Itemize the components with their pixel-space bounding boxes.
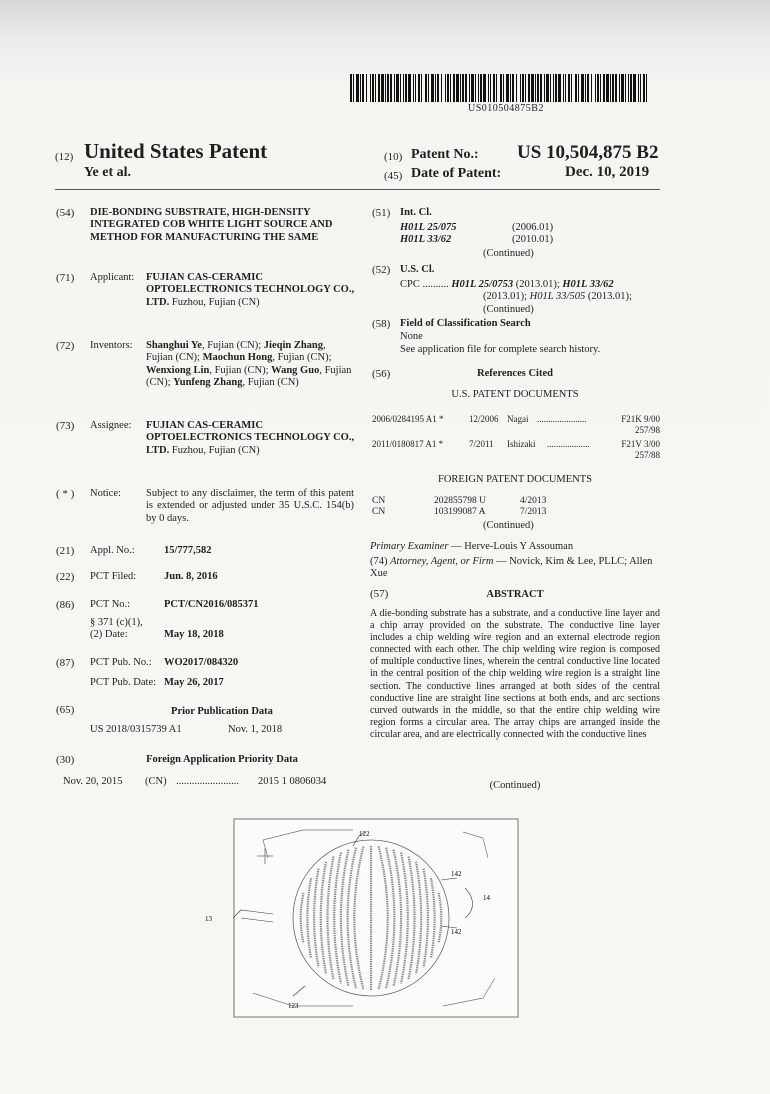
- date-of-patent: Dec. 10, 2019: [565, 164, 650, 180]
- foreign-priority-heading: Foreign Application Priority Data: [146, 754, 298, 765]
- priority-country: (CN): [145, 776, 167, 787]
- inventor-location: , Fujian (CN);: [146, 340, 326, 364]
- barcode-bar: [647, 74, 650, 102]
- assignee-name: FUJIAN CAS-CERAMIC OPTOELECTRONICS TECHNOLOGY CO., LTD.: [146, 420, 355, 456]
- cpc-version: (2013.01);: [513, 279, 563, 290]
- inventor-name: Maochun Hong: [202, 352, 273, 364]
- us-doc-date: 12/2006: [469, 414, 499, 424]
- applicant-name: FUJIAN CAS-CERAMIC OPTOELECTRONICS TECHNOLOGY CO., LTD.: [146, 272, 355, 308]
- int-cl-version: (2010.01): [512, 234, 554, 245]
- code-87: (87): [56, 657, 75, 669]
- assignee-value: [146, 420, 356, 457]
- priority-number: 2015 1 0806034: [258, 776, 327, 787]
- code-71: (71): [56, 272, 75, 284]
- us-doc-class-2: 257/98: [634, 424, 660, 435]
- us-doc-date: 7/2011: [469, 439, 494, 449]
- cpc-label: CPC ..........: [400, 279, 449, 290]
- code-86: (86): [56, 599, 75, 611]
- us-doc-row: [372, 439, 660, 460]
- int-cl-continued: (Continued): [483, 248, 534, 259]
- appl-no-label: Appl. No.:: [90, 545, 135, 556]
- pct-no-value: PCT/CN2016/085371: [164, 599, 259, 610]
- pct-no-label: PCT No.:: [90, 599, 131, 610]
- inventor-name: Jieqin Zhang: [263, 340, 324, 351]
- pct-filed-label: PCT Filed:: [90, 571, 137, 582]
- attorney: [370, 556, 660, 581]
- inventor-location: , Fujian (CN);: [272, 352, 332, 364]
- assignee-location: Fuzhou, Fujian (CN): [171, 444, 260, 456]
- s371-date-label: (2) Date:: [90, 629, 128, 640]
- code-30: (30): [56, 754, 75, 766]
- int-cl-label: Int. Cl.: [400, 207, 432, 218]
- appl-no-value: 15/777,582: [164, 545, 212, 556]
- patent-no-label: Patent No.:: [411, 147, 479, 162]
- cpc-version: (2013.01);: [585, 291, 632, 302]
- us-docs-heading: U.S. PATENT DOCUMENTS: [451, 389, 579, 400]
- pct-pub-no-value: WO2017/084320: [164, 657, 239, 668]
- inventors-label: Inventors:: [90, 340, 133, 351]
- field-search-label: Field of Classification Search: [400, 318, 531, 329]
- prior-pub-date: Nov. 1, 2018: [228, 724, 283, 735]
- cpc-class: H01L 33/62: [562, 279, 614, 290]
- s371-date-value: May 18, 2018: [164, 629, 224, 640]
- date-of-patent-label: Date of Patent:: [411, 166, 502, 181]
- code-45: (45): [384, 170, 403, 182]
- us-doc-dots: ......................: [537, 414, 587, 424]
- patent-number: US 10,504,875 B2: [517, 142, 659, 163]
- code-52: (52): [372, 264, 391, 276]
- int-cl-class: H01L 25/075: [400, 222, 457, 233]
- s371-label: § 371 (c)(1),: [90, 617, 143, 628]
- cpc-class: H01L 33/505: [529, 291, 586, 302]
- invention-title: DIE-BONDING SUBSTRATE, HIGH-DENSITY INTEGRATED COB WHITE LIGHT SOURCE AND METHOD FOR MANUFACTURING THE SAME: [90, 207, 333, 243]
- inventor-name: Shanghui Ye: [146, 340, 202, 351]
- notice-label: Notice:: [90, 488, 121, 499]
- code-74: (74): [370, 556, 391, 567]
- code-72: (72): [56, 340, 75, 352]
- cpc-line-2: [483, 291, 632, 303]
- code-73: (73): [56, 420, 75, 432]
- cpc-version: (2013.01);: [483, 291, 530, 302]
- us-doc-dots: ...................: [547, 439, 590, 449]
- prior-pub-number: US 2018/0315739 A1: [90, 724, 182, 735]
- inventor-location: , Fujian (CN);: [146, 364, 352, 389]
- label-14: 14: [483, 894, 490, 902]
- abstract-text: A die-bonding substrate has a substrate, and a conductive line layer and a chip array provided on the substrate. The conductive line layer includes a chip welding wire region and an external electrode region connected with each other. The chip welding wire region is composed of multiple conductive lines, wherein the central conductive line located in the central position of the chip welding wire region is a straight line section. The conductive lines arranged at both sides of the central conductive line are straight line sections at both ends, and arc sections curved outwards in the middle, so that the entire chip welding wire region forms a circular area. The array chips are arranged inside the circular area, and are electrically connected with the conductive lines: [370, 608, 660, 740]
- applicant-location: Fuzhou, Fujian (CN): [171, 296, 260, 308]
- code-57: (57): [370, 588, 389, 600]
- us-doc-name: Nagai: [507, 414, 529, 424]
- us-doc-row: [372, 414, 660, 435]
- code-51: (51): [372, 207, 391, 219]
- code-22: (22): [56, 571, 75, 583]
- foreign-docs-heading: FOREIGN PATENT DOCUMENTS: [437, 474, 593, 485]
- foreign-doc-country: CN: [372, 507, 386, 517]
- abstract-continued: (Continued): [489, 780, 541, 791]
- foreign-doc-row: [372, 507, 547, 518]
- code-10: (10): [384, 151, 403, 163]
- code-65: (65): [56, 704, 75, 716]
- assignee-label: Assignee:: [90, 420, 132, 431]
- barcode: [350, 74, 655, 102]
- int-cl-class: H01L 33/62: [400, 234, 452, 245]
- inventor-short: Ye et al.: [84, 165, 132, 180]
- barcode-number: US010504875B2: [468, 103, 544, 114]
- foreign-doc-country: CN: [372, 496, 386, 506]
- code-58: (58): [372, 318, 391, 330]
- pct-filed-value: Jun. 8, 2016: [164, 571, 218, 582]
- us-doc-name: Ishizaki: [507, 439, 536, 449]
- pct-pub-date-label: PCT Pub. Date:: [90, 677, 157, 688]
- us-doc-number: 2006/0284195 A1 *: [372, 414, 444, 424]
- inventor-name: Wenxiong Lin: [146, 364, 210, 376]
- inventors-list: [146, 340, 354, 390]
- header-rule: [55, 189, 660, 190]
- code-21: (21): [56, 545, 75, 557]
- cpc-line-1: [400, 279, 660, 291]
- inventor-name: Yunfeng Zhang: [173, 377, 243, 389]
- us-doc-number: 2011/0180817 A1 *: [372, 439, 444, 449]
- applicant-label: Applicant:: [90, 272, 135, 283]
- code-12: (12): [55, 151, 74, 163]
- code-54: (54): [56, 207, 75, 219]
- inventor-location: , Fujian (CN);: [201, 340, 264, 351]
- label-142-bottom: 142: [451, 928, 462, 936]
- label-13: 13: [205, 915, 212, 923]
- code-notice: ( * ): [56, 488, 75, 500]
- substrate-drawing: [205, 818, 519, 1018]
- us-doc-class-2: 257/88: [634, 449, 660, 460]
- int-cl-version: (2006.01): [512, 222, 554, 233]
- foreign-doc-date: 4/2013: [520, 496, 547, 506]
- us-cl-continued: (Continued): [483, 304, 534, 315]
- abstract-heading: ABSTRACT: [486, 589, 544, 600]
- label-123: 123: [288, 1002, 299, 1010]
- inventor-location: , Fujian (CN);: [209, 364, 272, 376]
- primary-examiner-value: — Herve-Louis Y Assouman: [448, 541, 574, 552]
- label-142-top: 142: [451, 870, 462, 878]
- foreign-doc-number: 202855798 U: [434, 496, 486, 506]
- code-56: (56): [372, 368, 391, 380]
- inventor-location: , Fujian (CN): [242, 377, 299, 389]
- priority-leader-dots: ........................: [176, 776, 239, 787]
- label-122: 122: [359, 830, 370, 838]
- notice-text: Subject to any disclaimer, the term of this patent is extended or adjusted under 35 U.S.C. 154(b) by 0 days.: [146, 488, 354, 524]
- representative-figure: [205, 818, 519, 1018]
- inventor-name: Wang Guo: [271, 364, 320, 376]
- cpc-class: H01L 25/0753: [451, 279, 514, 290]
- attorney-value: — Novick, Kim & Lee, PLLC; Allen Xue: [370, 556, 653, 580]
- us-doc-class: F21K 9/00: [621, 414, 660, 424]
- pct-pub-date-value: May 26, 2017: [164, 677, 224, 688]
- prior-pub-heading: Prior Publication Data: [171, 706, 273, 717]
- pct-pub-no-label: PCT Pub. No.:: [90, 657, 152, 668]
- field-search-none: None: [400, 331, 423, 342]
- us-cl-label: U.S. Cl.: [400, 264, 435, 275]
- attorney-label: Attorney, Agent, or Firm: [390, 556, 494, 567]
- us-doc-class: F21V 3/00: [621, 439, 660, 449]
- references-continued: (Continued): [483, 520, 534, 531]
- priority-date: Nov. 20, 2015: [63, 776, 123, 787]
- primary-examiner-label: Primary Examiner: [370, 541, 449, 552]
- references-heading: References Cited: [477, 368, 553, 379]
- patent-type-title: United States Patent: [84, 139, 268, 163]
- applicant-value: [146, 272, 356, 309]
- foreign-doc-date: 7/2013: [520, 507, 547, 517]
- foreign-doc-row: [372, 496, 547, 507]
- field-search-note: See application file for complete search history.: [400, 344, 601, 355]
- foreign-doc-number: 103199087 A: [434, 507, 486, 517]
- primary-examiner: [370, 541, 660, 553]
